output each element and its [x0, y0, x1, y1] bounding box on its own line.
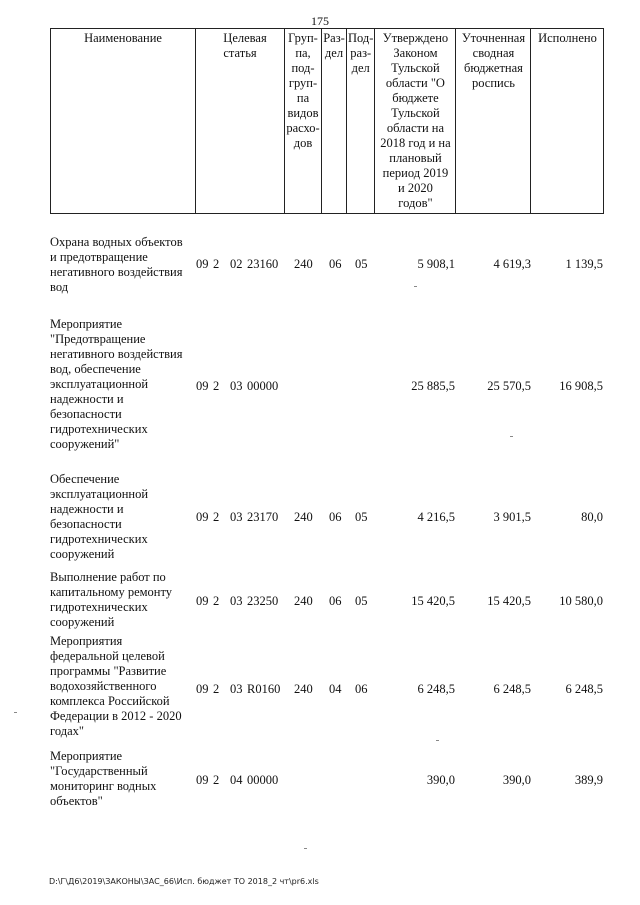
- code-program: 09: [196, 773, 209, 787]
- code-program: 09: [196, 257, 209, 271]
- approved-value: 15 420,5: [411, 594, 455, 608]
- row-name: Мероприятие "Предотвращение негативного воздействия вод, обеспечение эксплуатационной надежности и безопасности гидротехнических сооружений": [50, 317, 183, 451]
- code-event: 03: [230, 510, 243, 524]
- row-name: Мероприятия федеральной целевой программы "Развитие водохозяйственного комплекса Российской Федерации в 2012 - 2020 годах": [50, 634, 182, 738]
- executed-value: 80,0: [581, 510, 603, 524]
- code-subprogram: 2: [213, 594, 220, 608]
- updated-value: 4 619,3: [493, 257, 531, 271]
- row-name: Мероприятие "Государственный мониторинг водных объектов": [50, 749, 157, 808]
- scan-speck: [304, 848, 307, 849]
- updated-value: 3 901,5: [493, 510, 531, 524]
- code-event: 02: [230, 257, 243, 271]
- code-direction: 23170: [247, 510, 279, 524]
- updated-value: 6 248,5: [493, 682, 531, 696]
- subsection-code: 05: [355, 257, 368, 271]
- group-code: 240: [294, 682, 313, 696]
- updated-value: 15 420,5: [487, 594, 531, 608]
- code-event: 03: [230, 379, 243, 393]
- code-subprogram: 2: [213, 257, 220, 271]
- code-direction: R0160: [247, 682, 281, 696]
- scan-speck: [510, 436, 513, 437]
- group-code: 240: [294, 510, 313, 524]
- scan-speck: [436, 740, 439, 741]
- subsection-code: 05: [355, 510, 368, 524]
- subsection-code: 05: [355, 594, 368, 608]
- updated-value: 390,0: [502, 773, 531, 787]
- code-subprogram: 2: [213, 510, 220, 524]
- code-direction: 23160: [247, 257, 279, 271]
- header-article: Целевая статья: [196, 29, 285, 214]
- scan-speck: [14, 712, 17, 713]
- code-event: 04: [230, 773, 243, 787]
- code-subprogram: 2: [213, 379, 220, 393]
- table-header: [50, 28, 604, 214]
- code-program: 09: [196, 510, 209, 524]
- section-code: 06: [329, 594, 342, 608]
- code-subprogram: 2: [213, 682, 220, 696]
- section-code: 06: [329, 257, 342, 271]
- scan-speck: [414, 286, 417, 287]
- code-event: 03: [230, 682, 243, 696]
- section-code: 06: [329, 510, 342, 524]
- approved-value: 390,0: [426, 773, 455, 787]
- approved-value: 6 248,5: [417, 682, 455, 696]
- row-name: Выполнение работ по капитальному ремонту гидротехнических сооружений: [50, 570, 173, 629]
- header-subsection: Под- раз- дел: [347, 29, 375, 214]
- section-code: 04: [329, 682, 342, 696]
- code-direction: 00000: [247, 379, 279, 393]
- approved-value: 25 885,5: [411, 379, 455, 393]
- updated-value: 25 570,5: [487, 379, 531, 393]
- executed-value: 389,9: [574, 773, 603, 787]
- approved-value: 5 908,1: [417, 257, 455, 271]
- header-name: Наименование: [51, 29, 196, 214]
- code-direction: 23250: [247, 594, 279, 608]
- row-name: Охрана водных объектов и предотвращение негативного воздействия вод: [50, 235, 183, 294]
- executed-value: 1 139,5: [565, 257, 603, 271]
- executed-value: 6 248,5: [565, 682, 603, 696]
- row-name: Обеспечение эксплуатационной надежности и безопасности гидротехнических сооружений: [50, 472, 149, 561]
- header-section: Раз- дел: [322, 29, 347, 214]
- header-executed: Исполнено: [531, 29, 604, 214]
- page-number: 175: [311, 14, 329, 28]
- header-approved: Утверждено Законом Тульской области "О бюджете Тульской области на 2018 год и на плановый период 2019 и 2020 годов": [375, 29, 456, 214]
- group-code: 240: [294, 594, 313, 608]
- code-program: 09: [196, 682, 209, 696]
- executed-value: 16 908,5: [559, 379, 603, 393]
- header-group: Груп- па, под- груп- па видов расхо- дов: [285, 29, 322, 214]
- subsection-code: 06: [355, 682, 368, 696]
- code-subprogram: 2: [213, 773, 220, 787]
- code-program: 09: [196, 379, 209, 393]
- file-path-footer: D:\Г\Д6\2019\ЗАКОНЫ\ЗАС_66\Исп. бюджет ТО 2018_2 чт\pr6.xls: [49, 877, 319, 886]
- code-event: 03: [230, 594, 243, 608]
- code-program: 09: [196, 594, 209, 608]
- header-updated: Уточненная сводная бюджетная роспись: [456, 29, 531, 214]
- approved-value: 4 216,5: [417, 510, 455, 524]
- code-direction: 00000: [247, 773, 279, 787]
- executed-value: 10 580,0: [559, 594, 603, 608]
- group-code: 240: [294, 257, 313, 271]
